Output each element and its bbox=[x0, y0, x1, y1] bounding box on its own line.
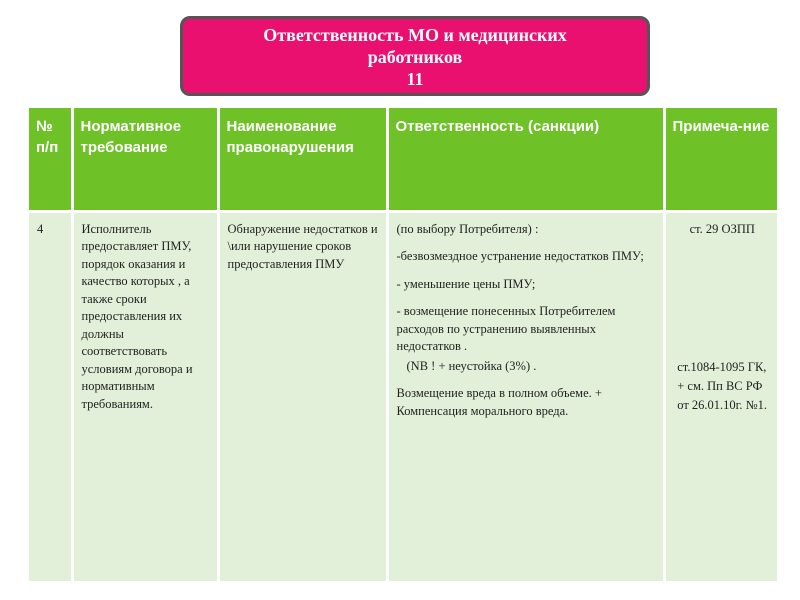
row-violation: Обнаружение недостатков и \или нарушение сроков предоставления ПМУ bbox=[218, 211, 387, 581]
header-note: Примеча-ние bbox=[664, 108, 777, 211]
slide-title bbox=[180, 16, 650, 96]
responsibility-table bbox=[29, 108, 777, 581]
row-requirement: Исполнитель предоставляет ПМУ, порядок оказания и качество которых , а также сроки предоставления их должны соответствовать условиям договора и нормативным требованиям. bbox=[72, 211, 218, 581]
sanction-free-fix: -безвозмездное устранение недостатков ПМУ; bbox=[396, 249, 644, 263]
title-line-2: работников bbox=[367, 47, 463, 67]
header-violation: Наименование правонарушения bbox=[218, 108, 387, 211]
row-sanctions bbox=[387, 211, 664, 581]
table-row bbox=[29, 211, 777, 581]
sanction-damage: Возмещение вреда в полном объеме. + Компенсация морального вреда. bbox=[396, 386, 602, 418]
table-header-row bbox=[29, 108, 777, 211]
title-line-1: Ответственность МО и медицинских bbox=[263, 25, 567, 45]
sanction-intro: (по выбору Потребителя) : bbox=[396, 221, 539, 236]
note-gk: ст.1084-1095 ГК, + см. Пп ВС РФ от 26.01.10г. №1. bbox=[677, 360, 767, 412]
sanction-expenses: - возмещение понесенных Потребителем расходов по устранению выявленных недостатков . bbox=[396, 304, 616, 353]
header-number: № п/п bbox=[29, 108, 72, 211]
header-sanctions: Ответственность (санкции) bbox=[387, 108, 664, 211]
sanction-price-cut: - уменьшение цены ПМУ; bbox=[396, 276, 536, 291]
header-requirement: Нормативное требование bbox=[72, 108, 218, 211]
sanction-penalty: (NB ! + неустойка (3%) . bbox=[406, 358, 537, 373]
row-number: 4 bbox=[29, 211, 72, 581]
title-line-3: 11 bbox=[406, 69, 424, 89]
row-note bbox=[664, 211, 777, 581]
note-ozpp: ст. 29 ОЗПП bbox=[689, 221, 755, 236]
